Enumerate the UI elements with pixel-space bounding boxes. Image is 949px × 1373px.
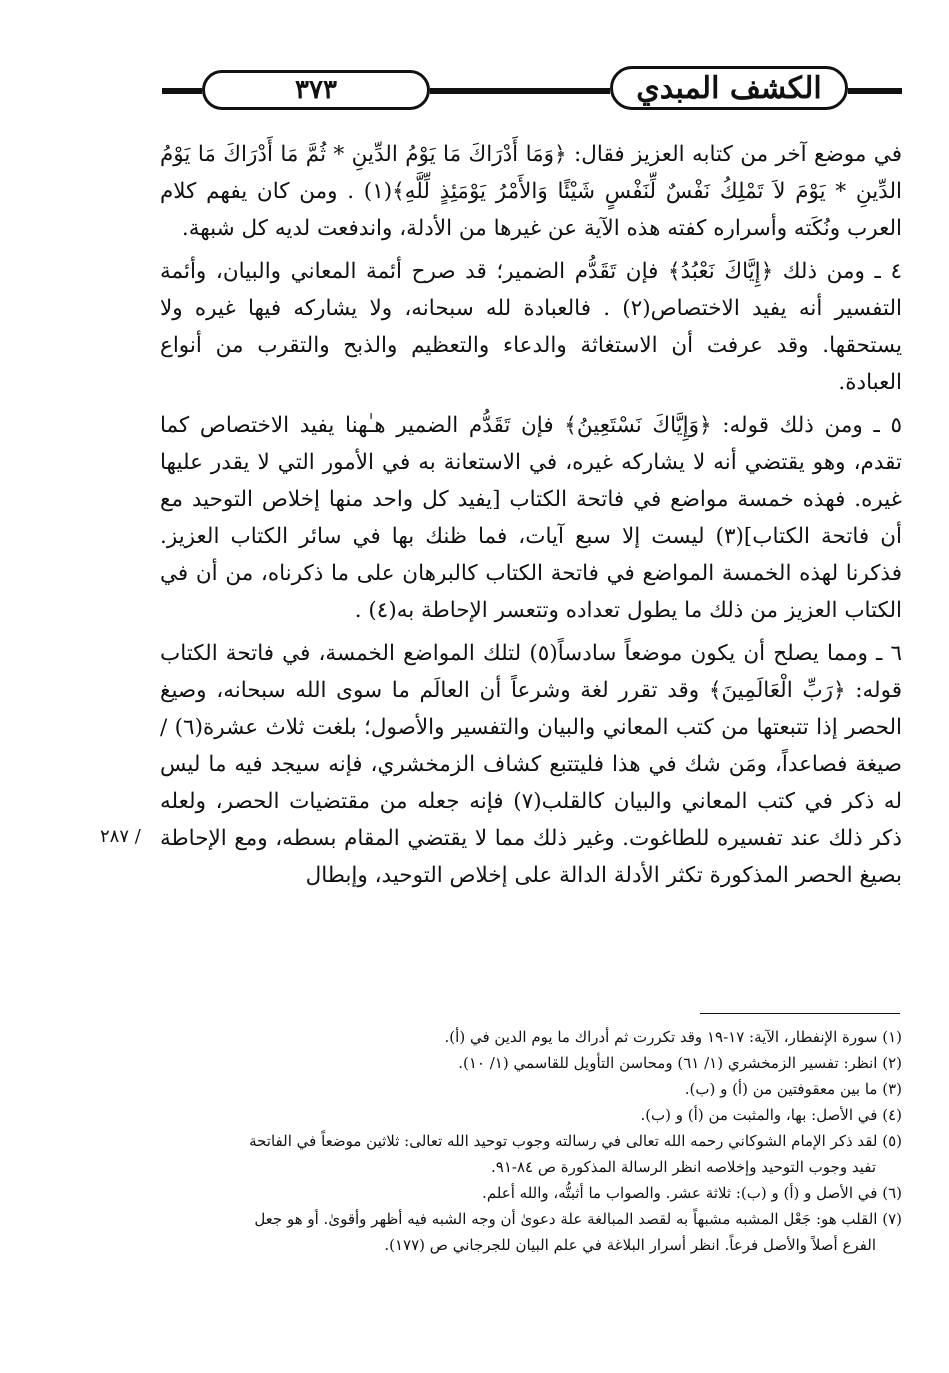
- paragraph-3: ٥ ـ ومن ذلك قوله: ﴿وَإِيَّاكَ نَسْتَعِينُ﴾ فإن تَقَدُّم الضمير هـٰهنا يفيد الاختصاص كما تقدم، وهو يقتضي أنه لا يشاركه غيره، في الاستعانة به في الأمور التي لا يقدر عليها غيره. فهذه خمسة مواضع في فاتحة الكتاب [يفيد كل واحد منها إخلاص التوحيد مع أن فاتحة الكتاب](٣) ليست إلا سبع آيات، فما ظنك بها في سائر الكتاب العزيز. فذكرنا لهذه الخمسة المواضع في فاتحة الكتاب كالبرهان على ما ذكرناه، من أن في الكتاب العزيز من ذلك ما يطول تعداده وتتعسر الإحاطة به(٤) .: [160, 413, 902, 623]
- running-title: الكشف المبدي: [610, 66, 848, 110]
- paragraph-2: ٤ ـ ومن ذلك ﴿إِيَّاكَ نَعْبُدُ﴾ فإن تَقَدُّم الضمير؛ قد صرح أئمة المعاني والبيان، وأئمة التفسير أنه يفيد الاختصاص(٢) . فالعبادة لله سبحانه، ولا يشاركه فيها غيره ولا يستحقها. وقد عرفت أن الاستغاثة والدعاء والتعظيم والذبح والتقرب من أنواع العبادة.: [160, 259, 902, 395]
- footnote-7-continued: الفرع أصلاً والأصل فرعاً. انظر أسرار البلاغة في علم البيان للجرجاني ص (١٧٧).: [384, 1236, 876, 1254]
- footnote-3: (٣) ما بين معقوفتين من (أ) و (ب).: [684, 1080, 902, 1098]
- manuscript-folio-marker: / ٢٨٧: [100, 826, 141, 847]
- paragraph-1: في موضع آخر من كتابه العزيز فقال: ﴿وَمَا أَدْرَاكَ مَا يَوْمُ الدِّينِ * ثُمَّ مَا أَدْرَاكَ مَا يَوْمُ الدِّينِ * يَوْمَ لاَ تَمْلِكُ نَفْسٌ لِّنَفْسٍ شَيْئًا وَالأَمْرُ يَوْمَئِذٍ لِّلَّهِ﴾(١) . ومن كان يفهم كلام العرب ونُكَته وأسراره كفته هذه الآية عن غيرها من الأدلة، واندفعت لديه كل شبهة.: [160, 142, 902, 241]
- header-rule-right: [848, 88, 902, 94]
- footnote-2: (٢) انظر: تفسير الزمخشري (١/ ٦١) ومحاسن التأويل للقاسمي (١/ ١٠).: [458, 1054, 902, 1072]
- page-header: [162, 66, 902, 110]
- header-rule-left: [162, 88, 202, 94]
- paragraph-4: ٦ ـ ومما يصلح أن يكون موضعاً سادساً(٥) لتلك المواضع الخمسة، في فاتحة الكتاب قوله: ﴿رَبِّ الْعَالَمِينَ﴾ وقد تقرر لغة وشرعاً أن العالَم ما سوى الله سبحانه، وصيغ الحصر إذا تتبعتها من كتب المعاني والبيان والتفسير والأصول؛ بلغت ثلاث عشرة(٦) / صيغة فصاعداً، ومَن شك في هذا فليتتبع كشاف الزمخشري، فإنه سيجد فيه ما ليس له ذكر في كتب المعاني والبيان كالقلب(٧) فإنه جعله من مقتضيات الحصر، ولعله ذكر ذلك عند تفسيره للطاغوت. وغير ذلك مما لا يقتضي المقام بسطه، ومع الإحاطة بصيغ الحصر المذكورة تكثر الأدلة الدالة على إخلاص التوحيد، وإبطال: [160, 641, 902, 888]
- footnote-5-continued: تفيد وجوب التوحيد وإخلاصه انظر الرسالة المذكورة ص ٨٤-٩١.: [491, 1158, 876, 1176]
- footnote-4: (٤) في الأصل: بها، والمثبت من (أ) و (ب).: [640, 1106, 902, 1124]
- footnote-7: (٧) القلب هو: جَعْل المشبه مشبهاً به لقصد المبالغة علة دعوىٰ أن وجه الشبه فيه أظهر وأقوىٰ. أو هو جعل: [254, 1210, 902, 1228]
- footnote-1: (١) سورة الإنفطار، الآية: ١٧-١٩ وقد تكررت ثم أدراك ما يوم الدين في (أ).: [444, 1028, 902, 1046]
- footnote-6: (٦) في الأصل و (أ) و (ب): ثلاثة عشر. والصواب ما أثبتُّه، والله أعلم.: [482, 1184, 902, 1202]
- footnote-separator: [700, 1013, 900, 1014]
- footnotes: [160, 1024, 902, 1258]
- footnote-5: (٥) لقد ذكر الإمام الشوكاني رحمه الله تعالى في رسالته وجوب توحيد الله تعالى: ثلاثين موضعاً في الفاتحة: [249, 1132, 902, 1150]
- header-rule-middle: [430, 88, 610, 94]
- main-text: [160, 136, 902, 900]
- page-number: ٣٧٣: [202, 70, 430, 110]
